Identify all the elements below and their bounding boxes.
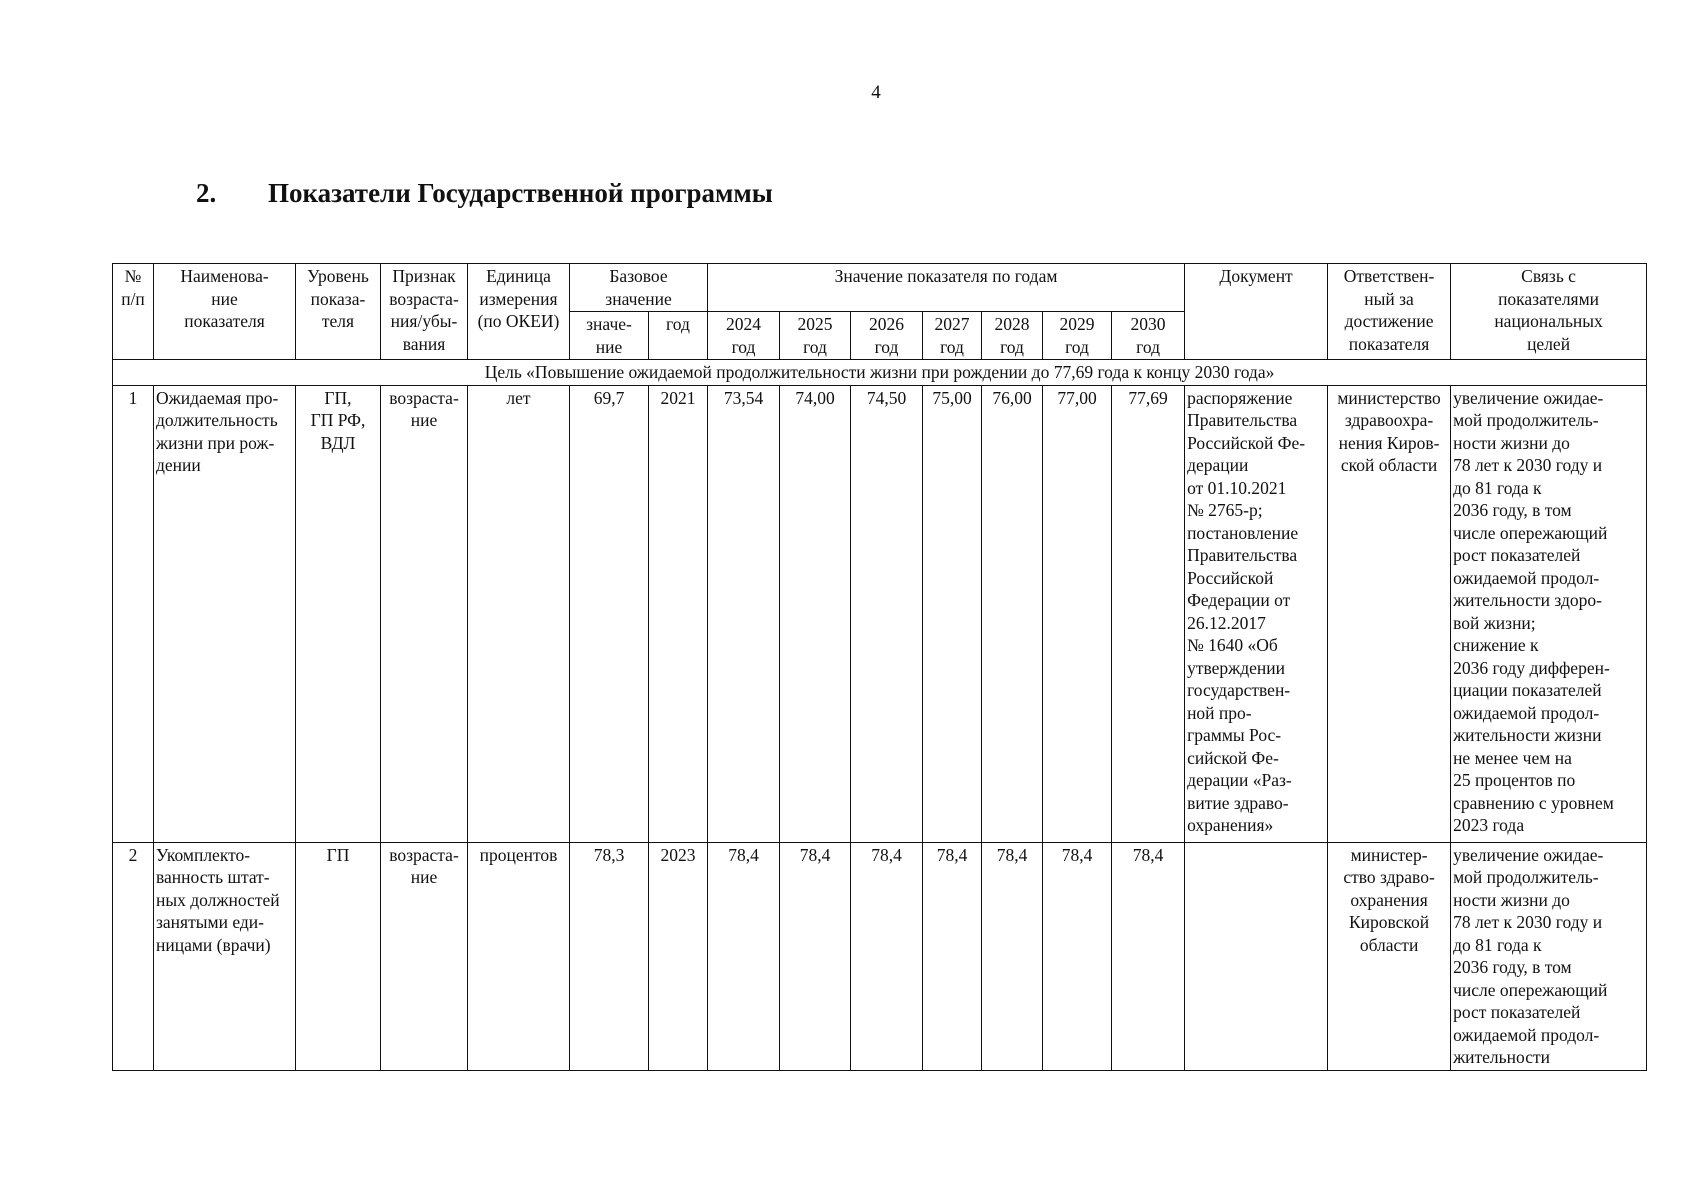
header-name: Наименова- ние показателя — [154, 264, 296, 360]
base-value: 69,7 — [570, 385, 649, 842]
header-year-2024: 2024 год — [708, 312, 780, 360]
link-cell: увеличение ожидае- мой продолжитель- ности жизни до 78 лет к 2030 году и до 81 года к 2036 году, в том числе опережающий рост показателей ожидаемой продол- жительности здоро- вой жизни; снижение к 2036 году дифферен- циации показателей ожидаемой продол- жительности жизни не менее чем на 25 процентов по сравнению с уровнем 2023 года — [1451, 385, 1647, 842]
value-2030: 77,69 — [1112, 385, 1185, 842]
base-year: 2021 — [649, 385, 708, 842]
document-cell: распоряжение Правительства Российской Фе- дерации от 01.10.2021 № 2765-р; постановление Правительства Российской Федерации от 26.12.2017 № 1640 «Об утверждении государствен- ной про- граммы Рос- сийской Фе- дерации «Раз- витие здраво- охранения» — [1185, 385, 1328, 842]
section-number: 2. — [196, 178, 217, 208]
document-cell — [1185, 842, 1328, 1070]
link-cell: увеличение ожидае- мой продолжитель- ности жизни до 78 лет к 2030 году и до 81 года к 2036 году, в том числе опережающий рост показателей ожидаемой продол- жительности — [1451, 842, 1647, 1070]
header-num: № п/п — [113, 264, 154, 360]
indicator-sign: возраста- ние — [381, 842, 468, 1070]
goal-text: Цель «Повышение ожидаемой продолжительности жизни при рождении до 77,69 года к концу 2030 года» — [113, 360, 1647, 386]
value-2024: 78,4 — [708, 842, 780, 1070]
header-document: Документ — [1185, 264, 1328, 360]
table-row — [113, 385, 1647, 842]
indicator-unit: процентов — [468, 842, 570, 1070]
indicator-level: ГП — [296, 842, 381, 1070]
header-year-2026: 2026 год — [851, 312, 923, 360]
header-responsible: Ответствен- ный за достижение показателя — [1328, 264, 1451, 360]
row-num: 1 — [113, 385, 154, 842]
header-year-2030: 2030 год — [1112, 312, 1185, 360]
indicator-level: ГП, ГП РФ, ВДЛ — [296, 385, 381, 842]
value-2027: 78,4 — [923, 842, 982, 1070]
page-number: 4 — [871, 82, 881, 103]
value-2027: 75,00 — [923, 385, 982, 842]
header-base: Базовое значение — [570, 264, 708, 312]
responsible-cell: министер- ство здраво- охранения Кировской области — [1328, 842, 1451, 1070]
goal-row — [113, 360, 1647, 386]
value-2028: 76,00 — [982, 385, 1043, 842]
value-2028: 78,4 — [982, 842, 1043, 1070]
indicator-name: Ожидаемая про- должительность жизни при рож- дении — [154, 385, 296, 842]
value-2026: 78,4 — [851, 842, 923, 1070]
header-unit: Единица измерения (по ОКЕИ) — [468, 264, 570, 360]
value-2029: 77,00 — [1043, 385, 1112, 842]
indicators-table — [112, 263, 1647, 1071]
responsible-cell: министерство здравоохра- нения Киров- ской области — [1328, 385, 1451, 842]
header-year-2028: 2028 год — [982, 312, 1043, 360]
header-row-1 — [113, 264, 1647, 312]
base-year: 2023 — [649, 842, 708, 1070]
header-link: Связь с показателями национальных целей — [1451, 264, 1647, 360]
base-value: 78,3 — [570, 842, 649, 1070]
header-year-2027: 2027 год — [923, 312, 982, 360]
value-2025: 74,00 — [780, 385, 851, 842]
section-title: Показатели Государственной программы — [268, 178, 773, 208]
header-year-2029: 2029 год — [1043, 312, 1112, 360]
row-num: 2 — [113, 842, 154, 1070]
header-base-value: значе- ние — [570, 312, 649, 360]
table-row — [113, 842, 1647, 1070]
header-year-2025: 2025 год — [780, 312, 851, 360]
value-2026: 74,50 — [851, 385, 923, 842]
value-2025: 78,4 — [780, 842, 851, 1070]
indicator-name: Укомплекто- ванность штат- ных должностей занятыми еди- ницами (врачи) — [154, 842, 296, 1070]
value-2030: 78,4 — [1112, 842, 1185, 1070]
value-2029: 78,4 — [1043, 842, 1112, 1070]
value-2024: 73,54 — [708, 385, 780, 842]
header-level: Уровень показа- теля — [296, 264, 381, 360]
header-by-years: Значение показателя по годам — [708, 264, 1185, 312]
indicator-unit: лет — [468, 385, 570, 842]
section-heading — [196, 178, 773, 209]
header-base-year: год — [649, 312, 708, 360]
header-sign: Признак возраста- ния/убы- вания — [381, 264, 468, 360]
indicator-sign: возраста- ние — [381, 385, 468, 842]
